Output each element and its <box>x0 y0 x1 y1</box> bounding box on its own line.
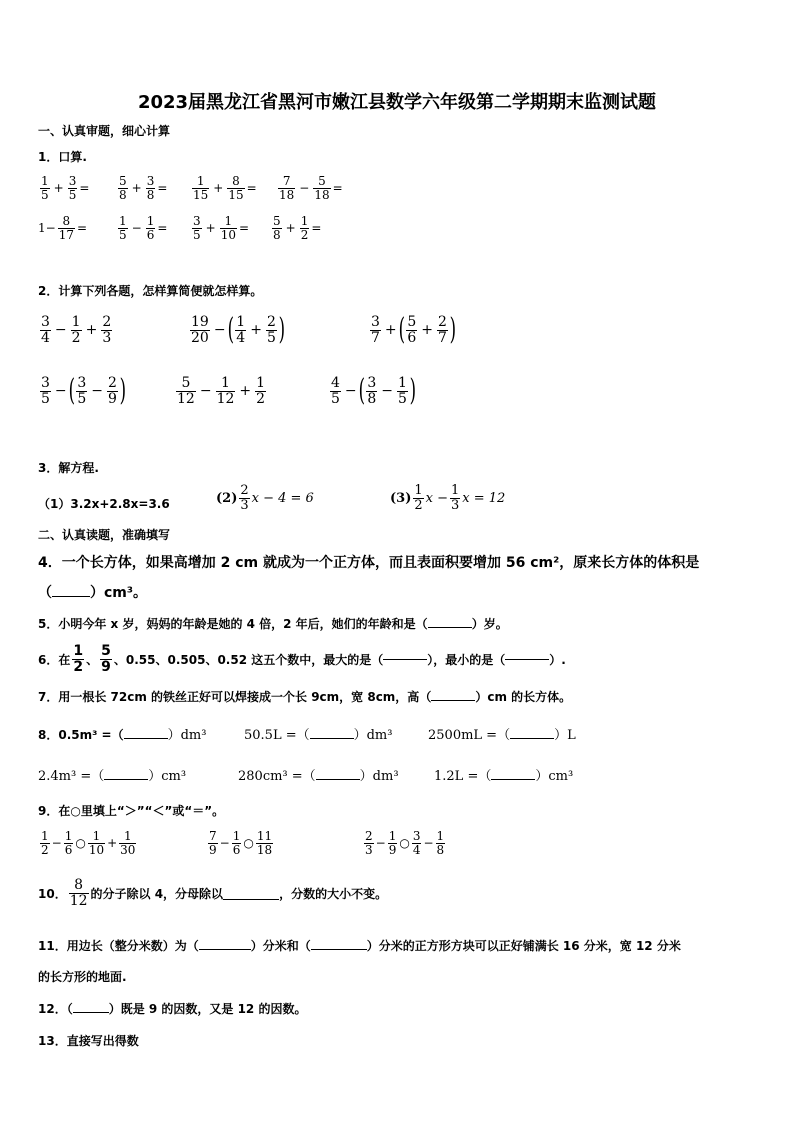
q2-expr-1: $\frac{3}{4}$ − $\frac{1}{2}$ + $\frac{2}{3}$ <box>41 314 112 346</box>
answer-blank[interactable] <box>52 596 90 597</box>
fraction: $\frac{1}{15}$ <box>193 174 209 202</box>
q1-row2-item3: $\frac{3}{5}$ + $\frac{1}{10}$ = <box>193 214 250 242</box>
q1-row1-item2: $\frac{5}{8}$ + $\frac{3}{8}$ = <box>119 174 168 202</box>
fraction: $\frac{5}{8}$ <box>273 214 281 242</box>
fraction: $\frac{1}{2}$ <box>73 643 84 675</box>
question-8-item1: 8．0.5m³ =（ ）dm³ <box>38 728 207 743</box>
answer-blank[interactable] <box>311 949 367 950</box>
question-6: 6．在 $\frac{1}{2}$ 、 $\frac{5}{9}$ 、0.55、0.505、0.52 这五个数中，最大的是（ ），最小的是（ ）. <box>38 643 566 675</box>
compare-circle[interactable]: ○ <box>399 836 410 851</box>
question-8-item4: 2.4m³ =（ ）cm³ <box>38 769 187 784</box>
left-paren: ( <box>227 312 234 348</box>
q1-row1-item1: $\frac{1}{5}$ + $\frac{3}{5}$ = <box>41 174 90 202</box>
answer-blank[interactable] <box>316 779 360 780</box>
fraction: $\frac{8}{15}$ <box>228 174 244 202</box>
fraction: $\frac{1}{4}$ <box>236 314 246 346</box>
answer-blank[interactable] <box>104 779 148 780</box>
fraction: $\frac{1}{2}$ <box>256 375 266 407</box>
fraction: $\frac{1}{2}$ <box>414 483 423 513</box>
fraction: $\frac{1}{2}$ <box>71 314 81 346</box>
fraction: $\frac{5}{9}$ <box>101 643 111 675</box>
answer-blank[interactable] <box>310 738 354 739</box>
question-2-label: 2．计算下列各题，怎样算简便就怎样算。 <box>38 284 263 298</box>
answer-blank[interactable] <box>223 887 279 900</box>
fraction: $\frac{5}{8}$ <box>119 174 127 202</box>
q9-compare-3: $\frac{2}{3}$ − $\frac{1}{9}$ ○ $\frac{3}{4}$ − $\frac{1}{8}$ <box>365 829 445 857</box>
fraction: $\frac{3}{5}$ <box>77 375 87 407</box>
fraction: $\frac{2}{3}$ <box>240 483 249 513</box>
question-13-label: 13．直接写出得数 <box>38 1034 139 1048</box>
fraction: $\frac{1}{12}$ <box>216 375 235 407</box>
answer-blank[interactable] <box>505 659 549 660</box>
fraction: $\frac{5}{12}$ <box>177 375 195 407</box>
q1-row2-item4: $\frac{5}{8}$ + $\frac{1}{2}$ = <box>273 214 322 242</box>
left-paren: ( <box>358 373 365 409</box>
fraction: $\frac{3}{4}$ <box>41 314 50 346</box>
right-paren: ) <box>119 373 127 409</box>
page-title: 2023届黑龙江省黑河市嫩江县数学六年级第二学期期末监测试题 <box>137 92 657 113</box>
q1-row2-item2: $\frac{1}{5}$ − $\frac{1}{6}$ = <box>119 214 168 242</box>
compare-circle[interactable]: ○ <box>243 836 254 851</box>
answer-blank[interactable] <box>431 700 475 701</box>
left-paren: ( <box>68 373 75 409</box>
fraction: $\frac{2}{5}$ <box>266 314 276 346</box>
answer-blank[interactable] <box>199 949 251 950</box>
question-12: 12．（ ）既是 9 的因数，又是 12 的因数。 <box>38 1002 307 1016</box>
q2-expr-2: $\frac{19}{20}$ − ( $\frac{1}{4}$ + $\frac{2}{5}$ ) <box>191 312 285 348</box>
question-8-item5: 280cm³ =（ ）dm³ <box>238 769 399 784</box>
fraction: $\frac{1}{6}$ <box>146 214 155 242</box>
question-11-line1: 11．用边长（整分米数）为（ ）分米和（ ）分米的正方形方块可以正好铺满长 16 分米，宽 12 分米 <box>38 939 681 953</box>
fraction: $\frac{3}{5}$ <box>193 214 201 242</box>
q2-expr-5: $\frac{5}{12}$ − $\frac{1}{12}$ + $\frac{1}{2}$ <box>177 375 266 407</box>
q2-expr-3: $\frac{3}{7}$ + ( $\frac{5}{6}$ + $\frac{2}{7}$ ) <box>371 312 457 348</box>
fraction: $\frac{7}{18}$ <box>279 174 295 202</box>
question-10: 10． $\frac{8}{12}$ 的分子除以 4，分母除以 ，分数的大小不变。 <box>38 877 388 909</box>
fraction: $\frac{3}{7}$ <box>371 314 380 346</box>
answer-blank[interactable] <box>124 738 168 739</box>
answer-blank[interactable] <box>73 1012 109 1013</box>
answer-blank[interactable] <box>491 779 535 780</box>
fraction: $\frac{3}{5}$ <box>41 375 50 407</box>
fraction: $\frac{1}{5}$ <box>41 174 49 202</box>
fraction: $\frac{5}{18}$ <box>314 174 330 202</box>
question-1-label: 1．口算. <box>38 150 87 164</box>
question-8-item6: 1.2L =（ ）cm³ <box>434 769 574 784</box>
question-8-item2: 50.5L =（ ）dm³ <box>244 728 393 743</box>
fraction: $\frac{1}{3}$ <box>451 483 460 513</box>
fraction: $\frac{19}{20}$ <box>191 314 209 346</box>
section-1-heading: 一、认真审题，细心计算 <box>38 124 171 138</box>
compare-circle[interactable]: ○ <box>75 836 86 851</box>
fraction: $\frac{8}{12}$ <box>69 877 88 909</box>
question-7: 7．用一根长 72cm 的铁丝正好可以焊接成一个长 9cm，宽 8cm，高（ ）cm 的长方体。 <box>38 690 572 704</box>
fraction: $\frac{3}{5}$ <box>68 174 77 202</box>
fraction: $\frac{8}{17}$ <box>58 214 74 242</box>
q9-compare-1: $\frac{1}{2}$ − $\frac{1}{6}$ ○ $\frac{1}{10}$ + $\frac{1}{30}$ <box>41 829 136 857</box>
question-8-item3: 2500mL =（ ）L <box>428 728 576 743</box>
right-paren: ) <box>278 312 285 348</box>
fraction: $\frac{3}{8}$ <box>367 375 377 407</box>
fraction: $\frac{1}{5}$ <box>398 375 407 407</box>
fraction: $\frac{2}{9}$ <box>108 375 117 407</box>
question-4-line1: 4．一个长方体，如果高增加 2 cm 就成为一个正方体，而且表面积要增加 56 cm²，原来长方体的体积是 <box>38 555 700 571</box>
answer-blank[interactable] <box>383 659 427 660</box>
q3-equation-1: （1）3.2x+2.8x=3.6 <box>38 497 170 511</box>
question-4-line2: （ ）cm³。 <box>38 585 148 601</box>
question-5: 5．小明今年 x 岁，妈妈的年龄是她的 4 倍，2 年后，她们的年龄和是（ ）岁。 <box>38 617 508 631</box>
question-9-label: 9．在○里填上“＞”“＜”或“＝”。 <box>38 804 225 818</box>
answer-blank[interactable] <box>428 627 472 628</box>
fraction: $\frac{1}{2}$ <box>300 214 309 242</box>
fraction: $\frac{5}{6}$ <box>407 314 417 346</box>
question-3-label: 3．解方程. <box>38 461 99 475</box>
q3-equation-2: (2) $\frac{2}{3}$ x − 4 = 6 <box>216 483 314 513</box>
fraction: $\frac{2}{7}$ <box>438 314 447 346</box>
fraction: $\frac{2}{3}$ <box>102 314 112 346</box>
q3-equation-3: (3) $\frac{1}{2}$ x − $\frac{1}{3}$ x = 12 <box>390 483 506 513</box>
q1-row1-item4: $\frac{7}{18}$ − $\frac{5}{18}$ = <box>279 174 343 202</box>
q1-row1-item3: $\frac{1}{15}$ + $\frac{8}{15}$ = <box>193 174 257 202</box>
right-paren: ) <box>449 312 457 348</box>
section-2-heading: 二、认真读题，准确填写 <box>38 528 171 542</box>
q9-compare-2: $\frac{7}{9}$ − $\frac{1}{6}$ ○ $\frac{11}{18}$ <box>209 829 273 857</box>
q1-row2-item1: 1− $\frac{8}{17}$ = <box>38 214 88 242</box>
fraction: $\frac{3}{8}$ <box>146 174 155 202</box>
left-paren: ( <box>398 312 405 348</box>
fraction: $\frac{1}{5}$ <box>119 214 127 242</box>
right-paren: ) <box>409 373 417 409</box>
question-11-line2: 的长方形的地面. <box>38 970 127 984</box>
fraction: $\frac{1}{10}$ <box>220 214 236 242</box>
q2-expr-6: $\frac{4}{5}$ − ( $\frac{3}{8}$ − $\frac{1}{5}$ ) <box>331 373 417 409</box>
q2-expr-4: $\frac{3}{5}$ − ( $\frac{3}{5}$ − $\frac{2}{9}$ ) <box>41 373 127 409</box>
answer-blank[interactable] <box>510 738 554 739</box>
fraction: $\frac{4}{5}$ <box>331 375 340 407</box>
